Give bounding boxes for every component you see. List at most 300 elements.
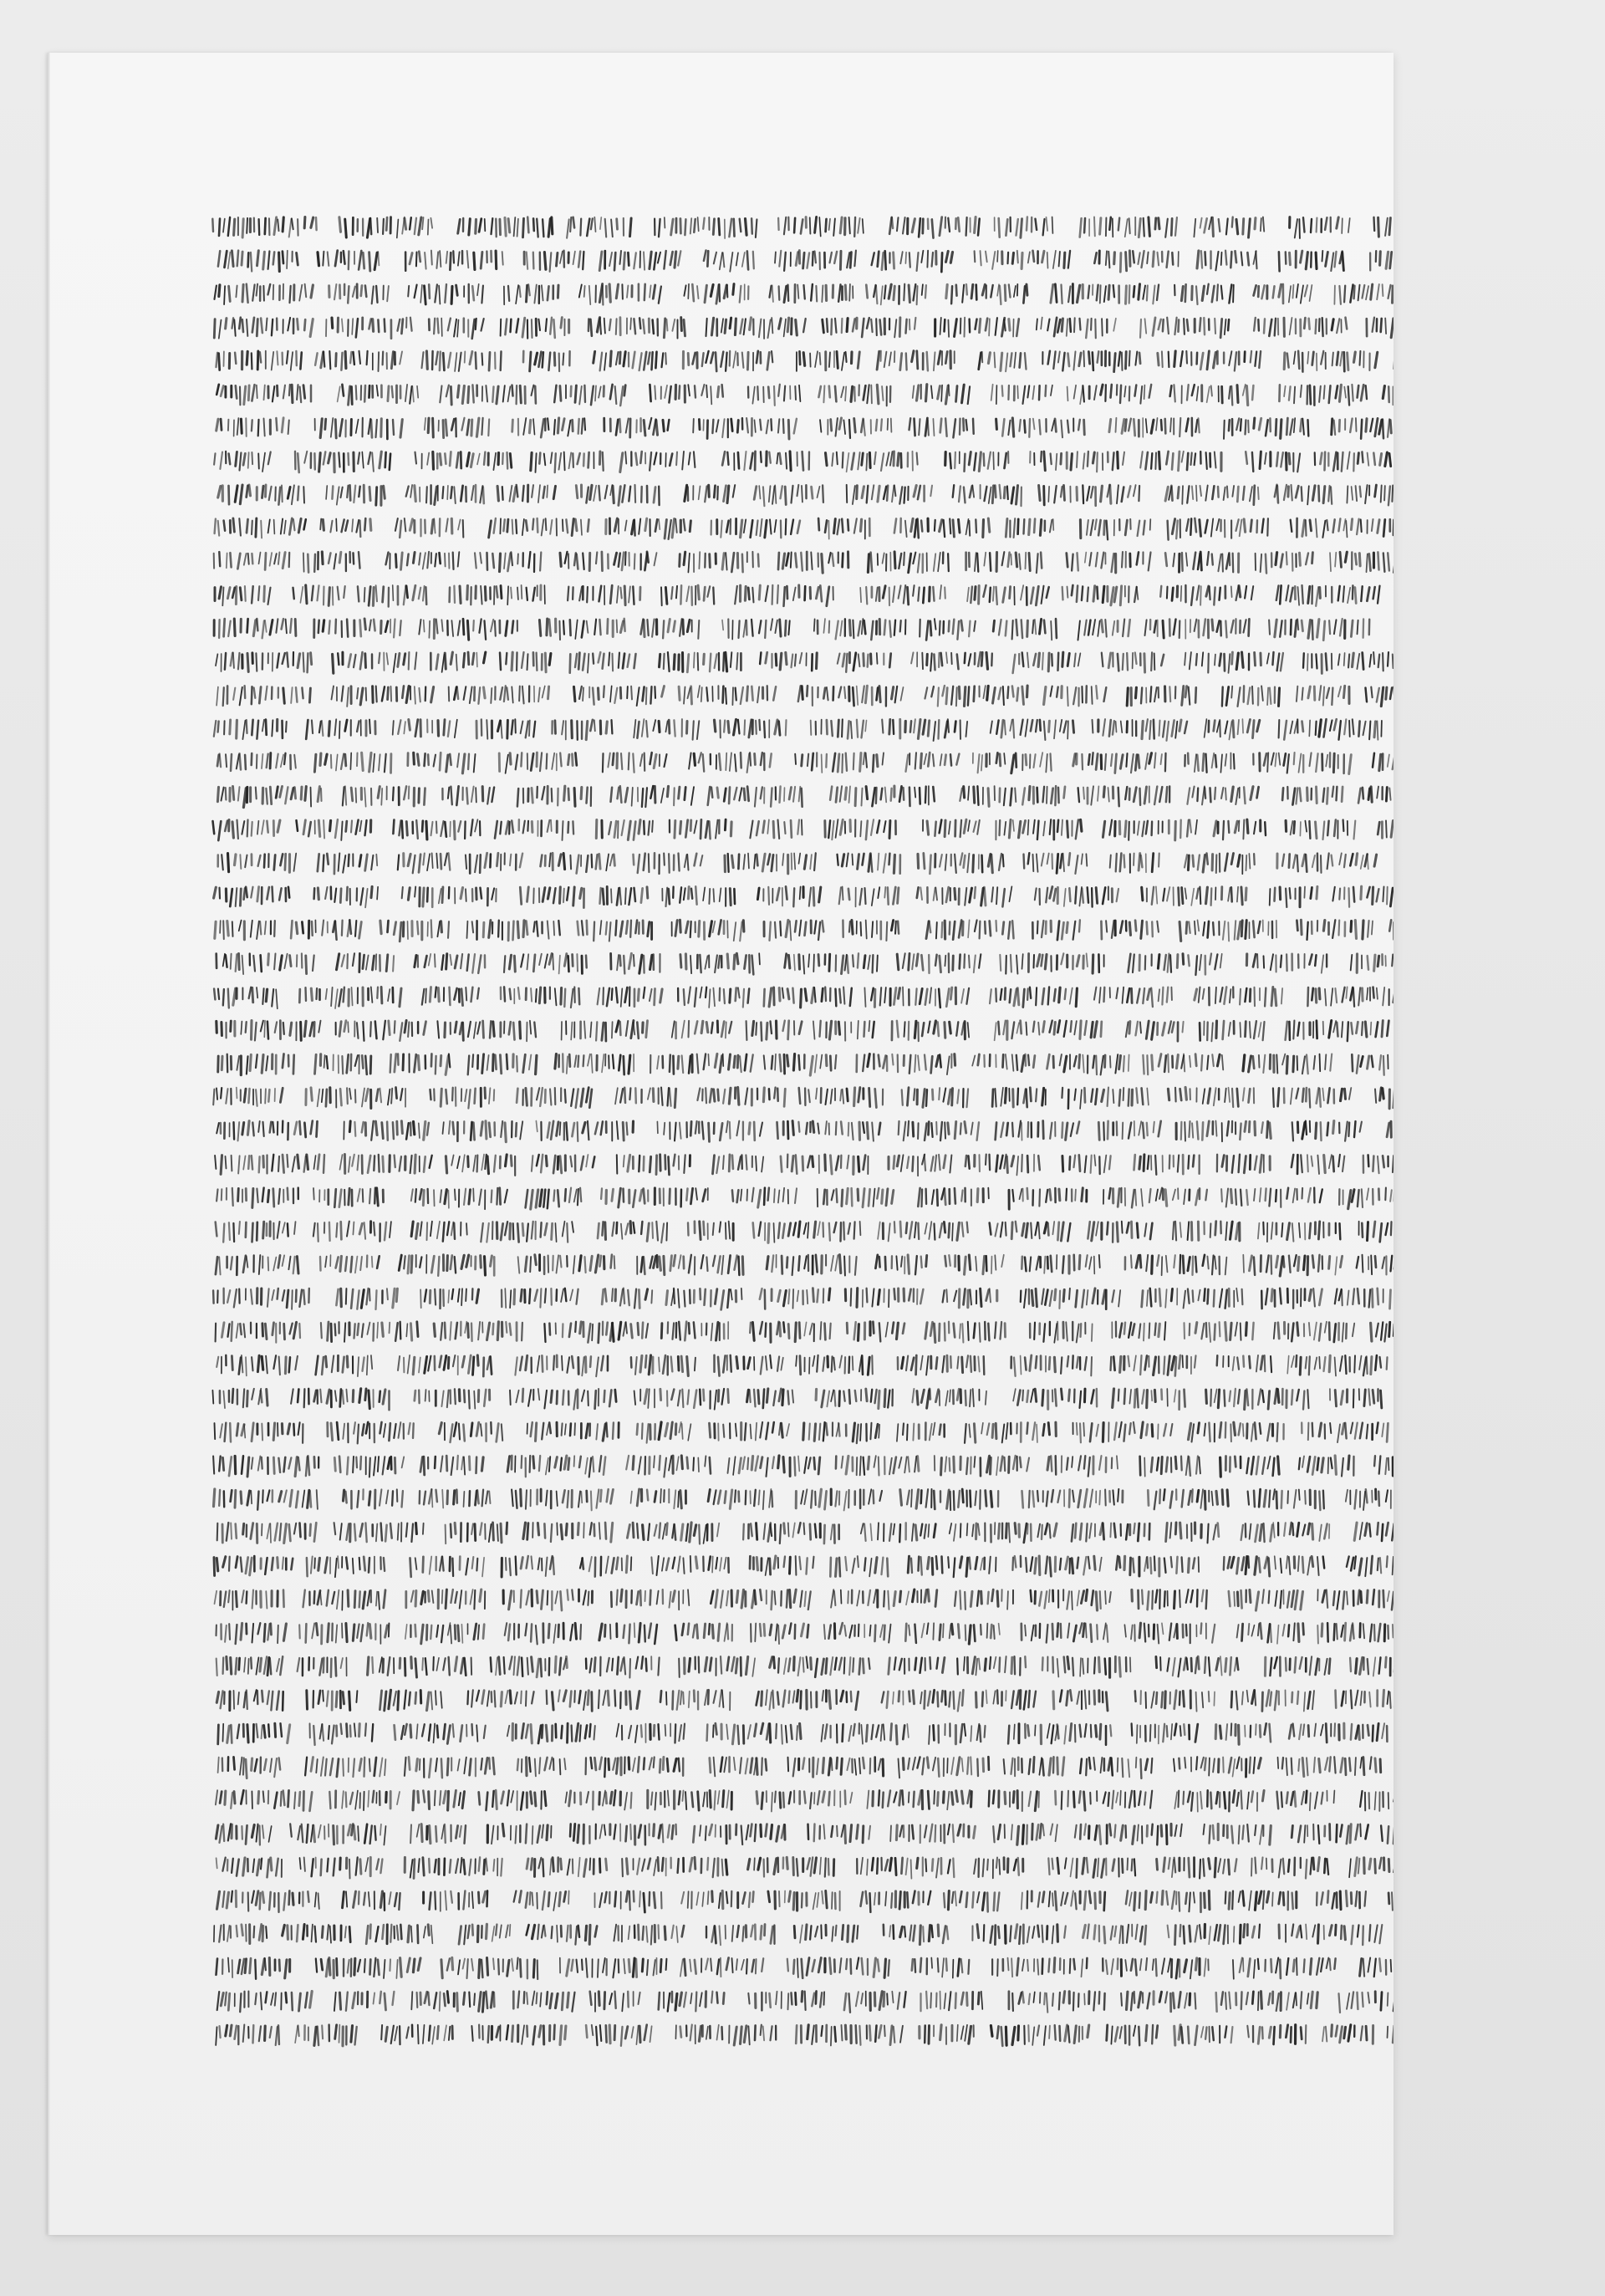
tally-mark [231, 954, 232, 969]
tally-mark [612, 720, 613, 733]
tally-mark [1127, 988, 1129, 1003]
tally-mark [1361, 420, 1362, 439]
tally-mark [980, 921, 981, 939]
tally-mark [876, 788, 877, 804]
tally-mark [964, 487, 966, 503]
tally-mark [448, 319, 451, 331]
tally-mark [504, 686, 506, 702]
tally-mark [707, 421, 708, 439]
tally-mark [446, 420, 447, 436]
tally-mark [1366, 419, 1367, 432]
tally-mark [830, 787, 832, 800]
tally-mark [653, 285, 655, 298]
tally-mark [761, 787, 762, 798]
tally-mark [823, 619, 825, 633]
tally-mark [1139, 353, 1140, 364]
tally-mark [568, 421, 570, 436]
tally-mark [1346, 987, 1347, 998]
tally-mark [747, 252, 748, 270]
tally-mark [233, 518, 235, 532]
tally-mark [325, 887, 327, 899]
tally-mark [642, 719, 645, 737]
tally-mark [634, 1023, 635, 1035]
tally-mark [614, 821, 616, 838]
tally-mark [1072, 585, 1073, 595]
tally-mark [425, 286, 426, 304]
tally-mark [1012, 921, 1013, 938]
tally-mark [742, 554, 743, 572]
tally-mark [1167, 887, 1169, 901]
tally-mark [1212, 286, 1215, 302]
tally-mark [552, 788, 553, 802]
tally-mark [331, 418, 334, 437]
tally-mark [1200, 552, 1201, 570]
tally-mark [441, 921, 442, 932]
tally-mark [741, 687, 743, 704]
tally-mark [1316, 519, 1317, 538]
tally-mark [562, 721, 563, 734]
tally-mark [878, 486, 879, 502]
tally-mark [262, 486, 264, 497]
tally-mark [1121, 721, 1123, 732]
tally-mark [798, 686, 801, 702]
tally-mark [1080, 218, 1082, 237]
tally-mark [637, 722, 639, 738]
tally-mark [1126, 1022, 1129, 1037]
tally-mark [360, 888, 363, 905]
tally-mark [904, 487, 905, 503]
tally-mark [1343, 519, 1345, 531]
tally-mark [1025, 353, 1027, 370]
tally-mark [212, 219, 213, 232]
tally-mark [400, 521, 401, 538]
tally-mark [1039, 420, 1040, 434]
tally-mark [448, 353, 451, 368]
tally-mark [1098, 351, 1099, 362]
tally-mark [911, 652, 913, 663]
tally-mark [752, 387, 754, 404]
tally-mark [818, 487, 820, 497]
tally-mark [236, 888, 237, 906]
tally-mark [687, 722, 688, 734]
tally-mark [278, 487, 280, 505]
tally-mark [847, 319, 848, 332]
tally-mark [793, 787, 795, 802]
tally-mark [1091, 487, 1093, 497]
tally-mark [871, 988, 874, 1001]
tally-mark [1145, 620, 1147, 635]
tally-mark [517, 485, 518, 497]
tally-mark [912, 219, 915, 232]
tally-mark [956, 687, 957, 706]
tally-mark [218, 722, 219, 732]
tally-mark [1220, 754, 1222, 772]
tally-mark [370, 519, 371, 530]
tally-mark [782, 854, 783, 865]
tally-mark [1010, 720, 1011, 731]
tally-row [215, 284, 1394, 305]
tally-mark [1032, 620, 1033, 634]
tally-mark [778, 553, 779, 569]
tally-mark [553, 921, 554, 936]
tally-mark [725, 319, 726, 333]
tally-mark [644, 854, 645, 870]
tally-mark [1179, 320, 1180, 332]
tally-mark [668, 420, 670, 431]
tally-mark [240, 687, 242, 706]
tally-mark [568, 754, 569, 764]
tally-mark [669, 854, 670, 872]
tally-mark [238, 653, 240, 670]
tally-mark [521, 954, 523, 967]
tally-mark [878, 887, 879, 898]
tally-mark [892, 217, 893, 228]
tally-mark [917, 351, 918, 369]
tally-mark [1165, 753, 1166, 772]
tally-mark [571, 1023, 572, 1040]
tally-row [215, 585, 1380, 607]
tally-mark [1220, 987, 1223, 1002]
tally-mark [1279, 252, 1280, 271]
tally-mark [1363, 722, 1366, 736]
tally-mark [797, 820, 799, 834]
tally-mark [1129, 620, 1130, 636]
tally-mark [698, 620, 699, 639]
tally-mark [538, 688, 540, 702]
tally-mark [945, 385, 948, 404]
tally-mark [923, 720, 925, 734]
tally-mark [1154, 753, 1156, 768]
tally-mark [546, 319, 547, 331]
tally-mark [964, 954, 965, 967]
tally-mark [1225, 788, 1226, 799]
tally-mark [410, 318, 412, 331]
tally-mark [570, 654, 571, 672]
tally-mark [438, 721, 439, 736]
tally-mark [1297, 855, 1298, 871]
tally-mark [1180, 351, 1183, 366]
tally-mark [1205, 252, 1206, 265]
tally-mark [344, 586, 345, 598]
tally-mark [829, 219, 830, 230]
tally-mark [833, 686, 834, 700]
tally-mark [1077, 487, 1078, 501]
tally-mark [1079, 920, 1080, 931]
tally-mark [914, 284, 916, 300]
tally-mark [1344, 352, 1345, 371]
tally-mark [335, 251, 338, 267]
tally-mark [736, 953, 738, 963]
tally-row [217, 686, 1394, 707]
tally-mark [744, 788, 745, 800]
tally-mark [1158, 353, 1159, 365]
tally-mark [839, 989, 840, 1003]
tally-mark [1004, 822, 1006, 835]
tally-mark [620, 1022, 621, 1035]
tally-mark [1041, 553, 1042, 569]
tally-mark [1247, 253, 1249, 265]
tally-mark [603, 452, 604, 471]
tally-mark [889, 284, 891, 298]
tally-mark [578, 453, 580, 464]
tally-mark [249, 987, 252, 998]
tally-mark [659, 219, 660, 237]
tally-mark [1286, 585, 1288, 600]
tally-mark [778, 218, 779, 230]
tally-mark [744, 452, 746, 470]
tally-mark [1136, 1022, 1139, 1035]
tally-mark [471, 454, 473, 467]
tally-mark [1228, 319, 1229, 330]
tally-mark [1216, 855, 1217, 873]
tally-mark [1264, 956, 1265, 967]
tally-mark [934, 722, 935, 741]
tally-mark [704, 654, 705, 664]
tally-mark [1315, 955, 1316, 966]
tally-mark [320, 753, 321, 765]
tally-mark [451, 286, 452, 304]
tally-mark [949, 822, 950, 834]
tally-mark [923, 219, 924, 233]
tally-mark [1157, 921, 1159, 932]
tally-mark [258, 586, 259, 600]
tally-mark [787, 554, 789, 566]
tally-mark [378, 787, 380, 798]
tally-mark [1135, 352, 1137, 365]
tally-mark [420, 285, 422, 303]
tally-mark [788, 285, 789, 301]
tally-mark [763, 821, 765, 833]
tally-mark [1371, 284, 1373, 299]
tally-mark [810, 587, 811, 599]
tally-mark [1386, 687, 1387, 699]
tally-mark [1022, 954, 1023, 969]
tally-mark [1102, 653, 1103, 667]
tally-mark [402, 686, 404, 697]
tally-mark [228, 621, 231, 636]
tally-mark [978, 754, 980, 773]
tally-mark [520, 854, 522, 868]
tally-mark [440, 454, 441, 465]
tally-mark [283, 688, 285, 703]
tally-mark [600, 319, 601, 334]
tally-mark [1060, 855, 1062, 869]
tally-mark [1307, 922, 1308, 940]
tally-mark [334, 554, 337, 569]
tally-mark [1023, 989, 1025, 1008]
tally-mark [347, 887, 348, 901]
tally-mark [620, 956, 621, 966]
tally-mark [809, 888, 811, 906]
tally-mark [405, 518, 406, 531]
tally-mark [629, 487, 630, 502]
tally-mark [985, 487, 987, 501]
tally-mark [905, 253, 906, 263]
tally-mark [882, 386, 883, 401]
tally-mark [1008, 253, 1009, 263]
tally-mark [425, 956, 427, 967]
tally-mark [1068, 853, 1070, 865]
tally-mark [736, 253, 738, 265]
tally-mark [733, 485, 736, 497]
tally-mark [913, 585, 915, 596]
tally-mark [369, 753, 371, 772]
tally-mark [1026, 553, 1027, 569]
tally-mark [441, 319, 442, 337]
tally-mark [612, 1022, 613, 1038]
tally-mark [1207, 284, 1209, 294]
tally-mark [1236, 788, 1238, 804]
tally-mark [1273, 286, 1275, 298]
tally-mark [1110, 855, 1111, 868]
tally-mark [291, 687, 292, 703]
tally-mark [730, 318, 731, 329]
tally-mark [308, 822, 311, 836]
tally-mark [526, 722, 528, 738]
tally-mark [455, 353, 456, 371]
tally-mark [1162, 987, 1163, 1005]
tally-mark [1096, 553, 1098, 566]
tally-mark [410, 386, 411, 404]
tally-mark [716, 420, 719, 431]
tally-mark [356, 319, 358, 337]
tally-mark [852, 855, 853, 865]
tally-mark [500, 653, 501, 671]
tally-mark [900, 252, 902, 263]
tally-mark [234, 219, 235, 235]
tally-mark [973, 419, 974, 434]
tally-mark [1197, 788, 1198, 802]
tally-mark [410, 217, 411, 229]
tally-mark [1248, 421, 1249, 433]
tally-mark [558, 855, 561, 866]
tally-mark [1377, 284, 1379, 299]
tally-mark [1096, 888, 1097, 904]
tally-mark [1009, 886, 1011, 901]
tally-mark [1303, 217, 1305, 232]
tally-mark [1392, 955, 1393, 967]
tally-mark [242, 284, 243, 302]
tally-mark [564, 786, 565, 800]
tally-mark [1291, 620, 1292, 635]
tally-mark [1061, 421, 1062, 438]
tally-mark [1037, 854, 1038, 872]
tally-mark [1171, 218, 1172, 235]
tally-mark [1353, 887, 1354, 902]
tally-mark [1069, 888, 1070, 901]
tally-mark [1063, 722, 1066, 733]
tally-mark [1106, 218, 1107, 237]
tally-mark [975, 887, 976, 898]
tally-mark [1011, 1022, 1014, 1038]
tally-mark [1062, 652, 1063, 666]
tally-mark [588, 452, 589, 467]
tally-mark [956, 754, 959, 765]
tally-mark [577, 554, 578, 569]
tally-mark [717, 487, 718, 500]
tally-mark [1076, 988, 1077, 1007]
tally-mark [1388, 285, 1391, 298]
tally-mark [1167, 587, 1168, 599]
tally-mark [829, 621, 830, 633]
tally-mark [711, 788, 712, 798]
tally-mark [477, 284, 479, 296]
tally-mark [672, 319, 675, 331]
tally-mark [535, 386, 536, 404]
tally-mark [1337, 1023, 1338, 1037]
tally-mark [1154, 687, 1157, 702]
tally-mark [634, 319, 635, 334]
tally-mark [436, 655, 438, 669]
tally-mark [788, 955, 789, 968]
tally-mark [240, 485, 242, 504]
tally-mark [763, 387, 764, 402]
tally-mark [1374, 855, 1377, 866]
tally-mark [775, 620, 777, 633]
tally-mark [1215, 452, 1216, 467]
tally-mark [1108, 252, 1109, 268]
tally-row [214, 619, 1394, 640]
tally-mark [1343, 253, 1344, 270]
tally-mark [968, 820, 970, 831]
tally-mark [1192, 787, 1194, 798]
tally-mark [1387, 1021, 1388, 1036]
tally-mark [967, 588, 969, 601]
tally-mark [831, 319, 832, 335]
tally-mark [476, 653, 477, 667]
tally-mark [637, 1023, 639, 1038]
tally-mark [395, 554, 396, 568]
tally-mark [540, 553, 541, 571]
tally-mark [1195, 820, 1197, 834]
tally-mark [1386, 252, 1388, 268]
tally-mark [1133, 955, 1134, 973]
tally-mark [684, 319, 685, 335]
tally-mark [789, 788, 791, 800]
tally-mark [1232, 652, 1233, 664]
tally-mark [990, 588, 991, 602]
tally-mark [1270, 688, 1271, 704]
tally-mark [1252, 686, 1253, 704]
tally-mark [578, 419, 579, 434]
tally-mark [1369, 722, 1370, 740]
tally-mark [1082, 586, 1083, 600]
tally-mark [894, 518, 896, 533]
tally-mark [877, 688, 879, 701]
tally-mark [341, 754, 344, 769]
tally-mark [360, 652, 363, 669]
tally-mark [647, 887, 648, 898]
tally-mark [1101, 486, 1103, 502]
tally-mark [445, 284, 446, 303]
tally-mark [338, 587, 339, 600]
tally-mark [914, 486, 916, 497]
tally-mark [1134, 485, 1136, 496]
tally-mark [346, 821, 347, 831]
tally-mark [1259, 351, 1261, 368]
tally-mark [625, 888, 626, 904]
tally-mark [1252, 385, 1253, 400]
tally-mark [286, 620, 287, 634]
tally-mark [663, 620, 664, 638]
tally-mark [996, 753, 998, 763]
tally-mark [746, 219, 747, 236]
tally-mark [627, 686, 628, 698]
tally-mark [1388, 755, 1389, 768]
tally-mark [747, 787, 749, 801]
tally-mark [1356, 854, 1358, 865]
tally-mark [1355, 554, 1356, 564]
